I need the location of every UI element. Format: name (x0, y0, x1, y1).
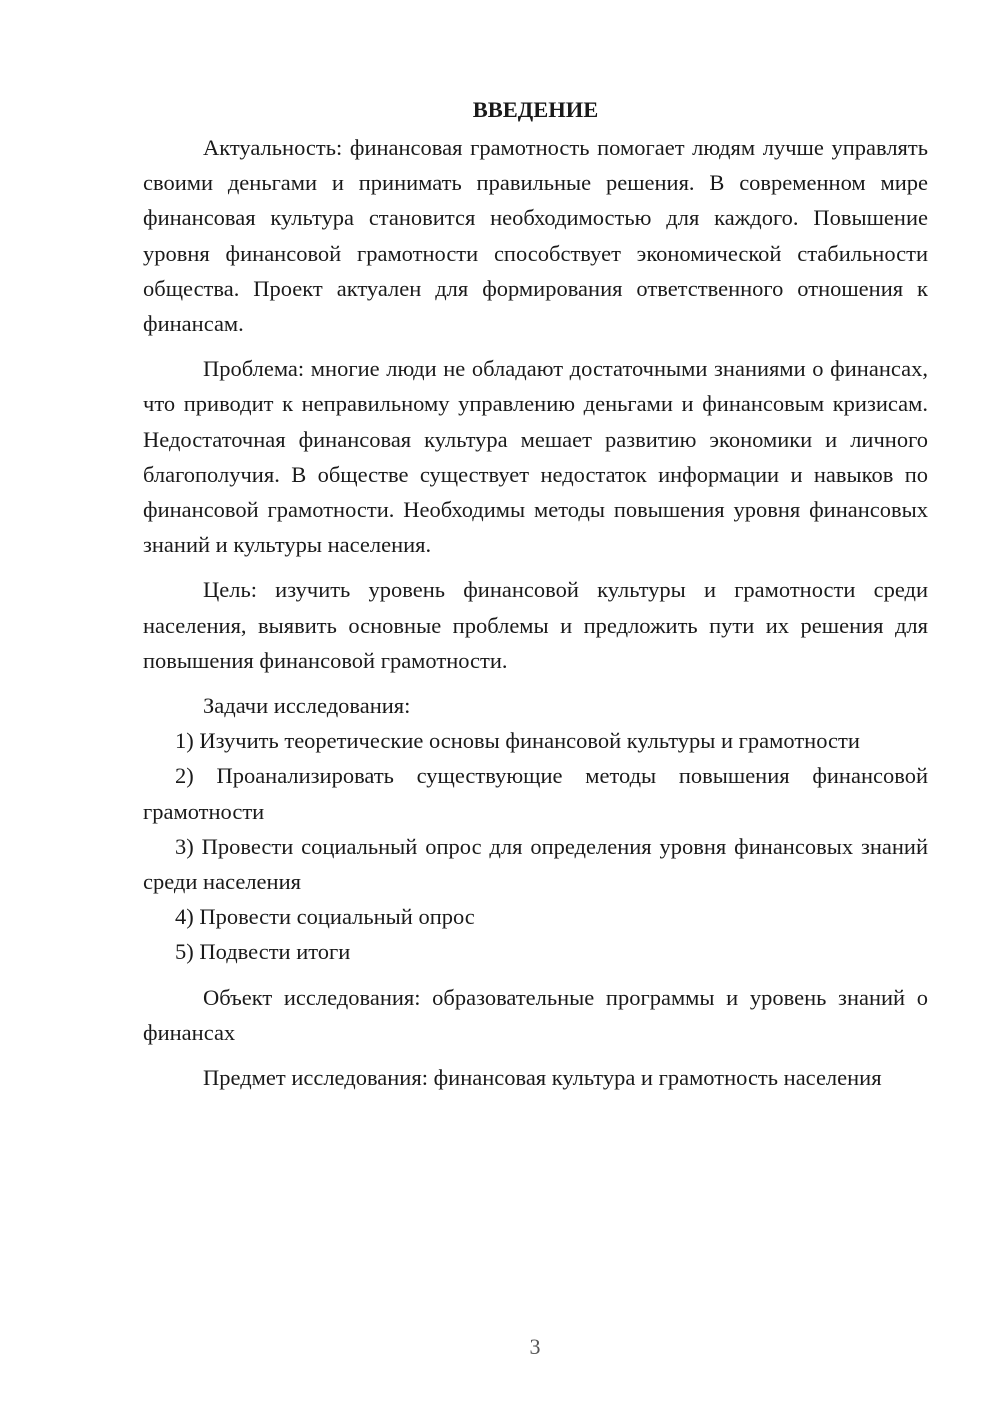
subject-paragraph: Предмет исследования: финансовая культура и грамотность населения (203, 1065, 882, 1091)
relevance-paragraph: Актуальность: финансовая грамотность помогает людям лучше управлять своими деньгами и принимать правильные решения. В современном мире финансовая культура становится необходимостью для каждого. Повышение уровня финансовой грамотности способствует экономической стабильности общества. Проект актуален для формирования ответственного отношения к финансам. (143, 135, 928, 337)
object-paragraph: Объект исследования: образовательные программы и уровень знаний о финансах (143, 984, 928, 1045)
task-item-3: 3) Провести социальный опрос для определения уровня финансовых знаний среди населения (143, 833, 928, 895)
goal-paragraph: Цель: изучить уровень финансовой культуры и грамотности среди населения, выявить основные проблемы и предложить пути их решения для повышения финансовой грамотности. (143, 577, 928, 673)
document-body (143, 92, 928, 1095)
section-title: ВВЕДЕНИЕ (472, 97, 599, 122)
problem-paragraph: Проблема: многие люди не обладают достаточными знаниями о финансах, что приводит к неправильному управлению деньгами и финансовым кризисам. Недостаточная финансовая культура мешает развитию экономики и личного благополучия. В обществе существует недостаток информации и навыков по финансовой грамотности. Необходимы методы повышения уровня финансовых знаний и культуры населения. (143, 356, 928, 558)
task-item-2: 2) Проанализировать существующие методы повышения финансовой грамотности (143, 763, 928, 824)
page-number: 3 (529, 1334, 541, 1359)
task-item-4: 4) Провести социальный опрос (175, 904, 475, 930)
tasks-heading: Задачи исследования: (203, 693, 411, 719)
task-item-5: 5) Подвести итоги (175, 939, 351, 965)
task-item-1: 1) Изучить теоретические основы финансовой культуры и грамотности (175, 728, 860, 754)
